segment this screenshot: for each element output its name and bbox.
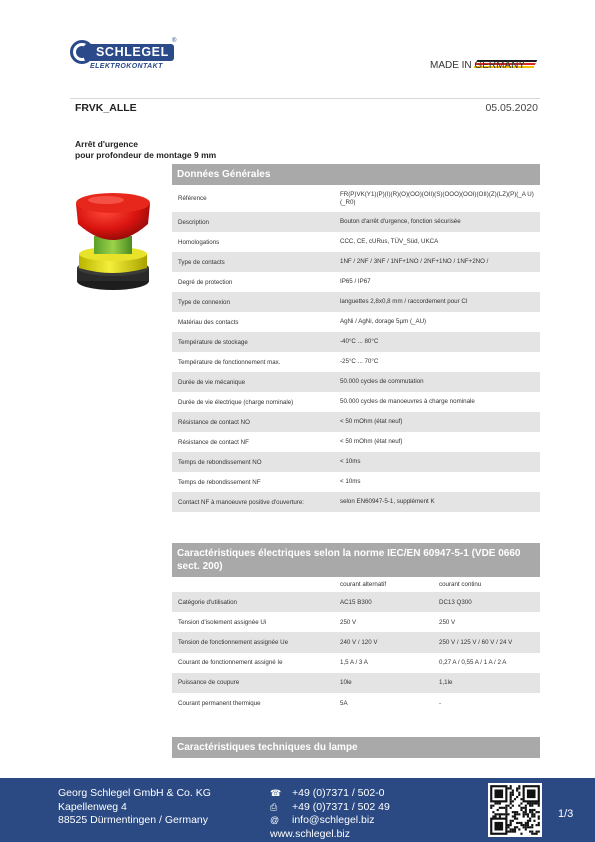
company-street: Kapellenweg 4 [58,800,127,813]
email-link[interactable]: info@schlegel.biz [292,814,375,826]
row-value: languettes 2,8x0,8 mm / raccordement pour CI [340,298,468,305]
table-row [172,252,540,272]
column-header-row [172,577,540,592]
table-row [172,185,540,212]
lamp-section [172,737,540,758]
row-value: FR(P)VK(Y1)(P)(I)(R)(O)(OO)(OII)(S)(OOO)(OOI)(OII)(Z)(LZ)(P)(_A U)(_R0) [340,190,534,206]
table-row [172,392,540,412]
row-label: Résistance de contact NO [178,418,250,426]
logo-subtitle: ELEKTROKONTAKT [90,63,163,70]
row-value: 50.000 cycles de manoeuvres à charge nominale [340,398,475,405]
registered-mark: ® [172,38,177,44]
row-label: Référence [178,195,207,202]
phone-line [270,787,390,801]
qr-code-icon[interactable] [488,783,542,837]
table-row [172,653,540,673]
row-value: < 50 mOhm (état neuf) [340,418,403,425]
row-label: Matériau des contacts [178,318,239,326]
row-label: Homologations [178,238,220,246]
row-value: < 10ms [340,458,361,465]
table-row [172,372,540,392]
table-row [172,352,540,372]
row-value: AgNi / AgNi, dorage 5µm (_AU) [340,318,427,325]
row-value: < 10ms [340,478,361,485]
row-label: Contact NF à manoeuvre positive d'ouverture: [178,498,305,506]
company-name: Georg Schlegel GmbH & Co. KG [58,787,211,799]
table-row [172,612,540,632]
document-name: FRVK_ALLE [75,102,137,114]
row-value: selon EN60947-5-1, supplément K [340,498,435,505]
row-label: Temps de rebondissement NF [178,478,261,486]
row-label: Catégorie d'utilisation [178,598,237,606]
row-value-ac: 240 V / 120 V [340,638,378,646]
row-value: CCC, CE, cURus, TÜV_Süd, UKCA [340,238,439,245]
row-label: Tension d'isolement assignée Ui [178,618,267,626]
table-row [172,492,540,512]
table-row [172,452,540,472]
row-value-dc: 1,1le [439,679,453,687]
row-value: 1NF / 2NF / 3NF / 1NF+1NO / 2NF+1NO / 1NF+2NO / [340,258,489,265]
company-contact [270,787,390,841]
fax-line [270,801,390,815]
fax-icon: ⎙ [270,801,278,812]
product-title-line1: Arrêt d'urgence [75,139,138,149]
table-row [172,412,540,432]
website-link[interactable]: www.schlegel.biz [270,827,350,840]
table-row [172,292,540,312]
column-header-ac: courant alternatif [340,581,387,588]
table-row [172,232,540,252]
email-icon: @ [270,815,280,825]
row-label: Type de contacts [178,258,225,266]
row-value-dc: 250 V [439,618,456,626]
company-city: 88525 Dürmentingen / Germany [58,814,208,826]
row-value-dc: 0,27 A / 0,55 A / 1 A / 2 A [439,659,507,667]
page-footer [0,778,595,842]
table-row [172,312,540,332]
company-logo [70,38,178,74]
table-row [172,472,540,492]
row-value: < 50 mOhm (état neuf) [340,438,403,445]
row-label: Tension de fonctionnement assignée Ue [178,638,289,646]
row-value: -40°C ... 80°C [340,338,379,345]
row-value-dc: DC13 Q300 [439,598,472,606]
row-value-ac: 250 V [340,618,357,626]
document-date: 05.05.2020 [485,102,538,114]
general-data-title: Données Générales [172,164,540,185]
table-row [172,693,540,713]
page-number: 1/3 [558,808,574,820]
row-value-dc: 250 V / 125 V / 60 V / 24 V [439,638,513,646]
web-line [270,828,390,842]
table-row [172,673,540,693]
lamp-title: Caractéristiques techniques du lampe [172,737,540,758]
row-value: IP65 / IP67 [340,278,371,285]
row-label: Puissance de coupure [178,679,240,687]
table-row [172,432,540,452]
row-label: Température de fonctionnement max. [178,358,281,366]
table-row [172,212,540,232]
logo-wordmark: SCHLEGEL [84,44,174,61]
table-row [172,332,540,352]
row-label: Température de stockage [178,338,248,346]
row-label: Résistance de contact NF [178,438,249,446]
electrical-section [172,543,540,713]
product-title [75,139,216,161]
column-header-dc: courant continu [439,581,482,588]
phone-number[interactable]: +49 (0)7371 / 502-0 [292,787,385,799]
made-in-label: MADE IN GERMANY [429,60,525,71]
electrical-title: Caractéristiques électriques selon la norme IEC/EN 60947-5-1 (VDE 0660 sect. 200) [172,543,540,577]
table-row [172,272,540,292]
phone-icon: ☎ [270,788,282,798]
row-value: 50.000 cycles de commutation [340,378,424,385]
row-value: -25°C ... 70°C [340,358,379,365]
row-value-dc: - [439,699,442,707]
row-value: Bouton d'arrêt d'urgence, fonction sécurisée [340,218,461,225]
row-value-ac: AC15 B300 [340,598,372,606]
table-row [172,632,540,652]
general-data-section [172,164,540,512]
row-value-ac: 1,5 A / 3 A [340,659,368,667]
row-label: Durée de vie mécanique [178,378,246,386]
row-label: Type de connexion [178,298,230,306]
row-label: Durée de vie électrique (charge nominale) [178,398,294,406]
email-line [270,814,390,828]
fax-number: +49 (0)7371 / 502 49 [292,800,390,813]
row-label: Temps de rebondissement NO [178,458,262,466]
company-address [58,787,211,828]
emergency-stop-button-image [70,188,156,292]
product-title-line2: pour profondeur de montage 9 mm [75,150,217,160]
row-label: Courant de fonctionnement assigné Ie [178,659,283,667]
row-label: Description [178,218,209,226]
header-divider [70,98,540,99]
row-label: Degré de protection [178,278,233,286]
table-row [172,592,540,612]
row-value-ac: 5A [340,699,348,707]
row-value-ac: 10le [340,679,352,687]
row-label: Courant permanent thermique [178,699,261,707]
